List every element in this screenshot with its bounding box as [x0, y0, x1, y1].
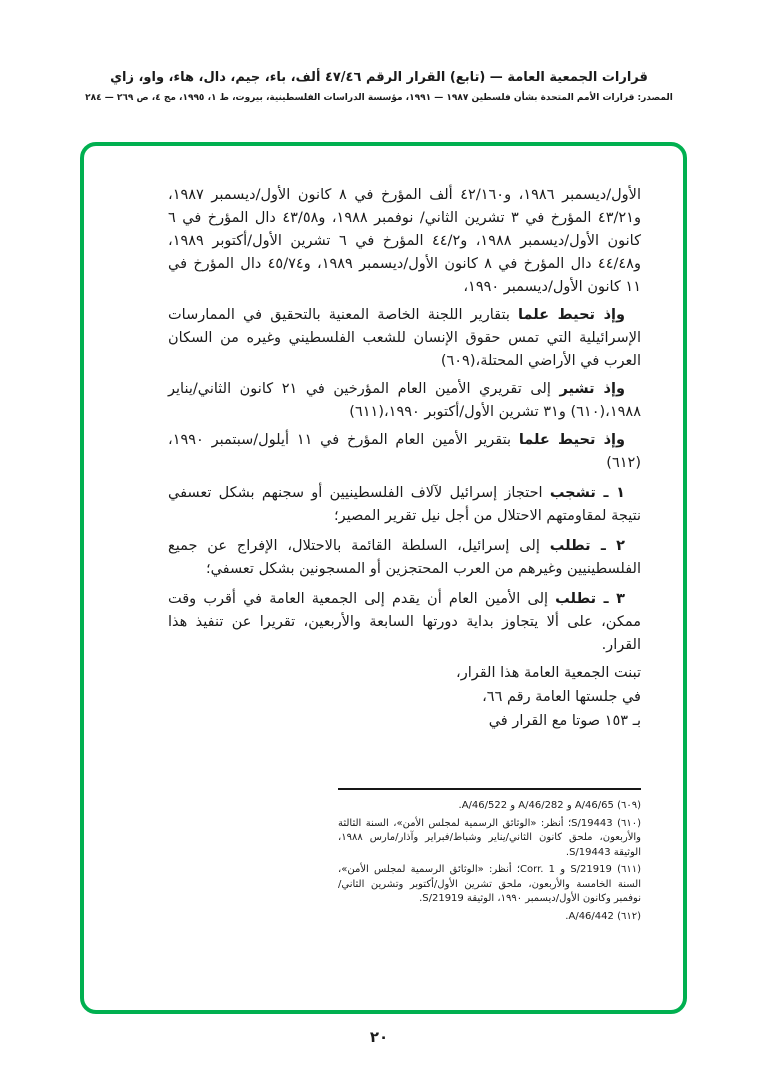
document-title: قرارات الجمعية العامة — (تابع) القرار الرقم ٤٧/٤٦ ألف، باء، جيم، دال، هاء، واو، زاي [110, 70, 648, 85]
footnote-text: S/19443؛ أنظر: «الوثائق الرسمية لمجلس الأمن»، السنة الثالثة والأربعون، ملحق كانون الثاني/يناير وشباط/فبراير وآذار/مارس ١٩٨٨، الوثيقة S/19443. [338, 817, 641, 858]
body-paragraph [168, 686, 641, 709]
body-paragraph [168, 588, 641, 657]
footnote-text: S/21919 و Corr. 1؛ أنظر: «الوثائق الرسمية لمجلس الأمن»، السنة الخامسة والأربعون، ملحق تشرين الأول/أكتوبر وتشرين الثاني/ نوفمبر وكانون الأول/ديسمبر ١٩٩٠، الوثيقة S/21919. [338, 864, 641, 904]
paragraph-text: الأول/ديسمبر ١٩٨٦، و٤٢/١٦٠ ألف المؤرخ في ٨ كانون الأول/ديسمبر ١٩٨٧، و٤٣/٢١ المؤرخ في ٣ تشرين الثاني/ نوفمبر ١٩٨٨، و٤٣/٥٨ دال المؤرخ في ٦ كانون الأول/ديسمبر ١٩٨٨، و٤٤/٢ المؤرخ في ٦ تشرين الأول/أكتوبر ١٩٨٩، و٤٤/٤٨ دال المؤرخ في ٨ كانون الأول/ديسمبر ١٩٨٩، و٤٥/٧٤ دال المؤرخ في ١١ كانون الأول/ديسمبر ١٩٩٠، [168, 187, 641, 295]
footnote-item [338, 863, 641, 907]
footnote-item [338, 817, 641, 861]
body-paragraph [168, 662, 641, 685]
footnote-number: (٦٠٩) [617, 800, 641, 811]
footnote-text: A/46/442. [565, 910, 614, 922]
source-line: المصدر: قرارات الأمم المتحدة بشأن فلسطين ١٩٨٧ — ١٩٩١، مؤسسة الدراسات الفلسطينية، بيروت، ط ١، ١٩٩٥، مج ٤، ص ٢٦٩ — ٢٨٤ [85, 93, 673, 103]
body-paragraph [168, 535, 641, 581]
body-paragraph [168, 482, 641, 528]
document-header [30, 70, 728, 103]
footnote-number: (٦١٠) [617, 817, 641, 829]
content-frame [80, 142, 687, 1014]
footnote-number: (٦١٢) [617, 910, 641, 922]
footnotes-section [338, 788, 641, 924]
footnote-separator [338, 788, 641, 790]
footnote-number: (٦١١) [617, 864, 642, 875]
page-number: ٢٠ [369, 1028, 389, 1046]
paragraph-text: تبنت الجمعية العامة هذا القرار، [456, 665, 641, 681]
body-paragraph [168, 304, 641, 373]
paragraph-text: إلى الأمين العام أن يقدم إلى الجمعية العامة في أقرب وقت ممكن، على ألا يتجاوز بداية دورتها السابعة والأربعين، تقريرا عن تنفيذ هذا القرار. [168, 591, 641, 653]
body-paragraph [168, 184, 641, 299]
paragraph-text: في جلستها العامة رقم ٦٦، [482, 689, 641, 705]
resolution-text [168, 184, 641, 998]
paragraph-lead: ٣ ـ تطلب [555, 591, 625, 607]
paragraph-lead: وإذ تحيط علما [518, 307, 626, 323]
paragraph-text: بـ ١٥٣ صوتا مع القرار في [488, 713, 641, 729]
paragraph-text: بتقرير الأمين العام المؤرخ في ١١ أيلول/سبتمبر ١٩٩٠،(٦١٢) [168, 432, 641, 471]
body-paragraph [168, 429, 641, 475]
paragraph-text: إلى تقريري الأمين العام المؤرخين في ٢١ كانون الثاني/يناير ١٩٨٨،(٦١٠) و٣١ تشرين الأول/أكتوبر ١٩٩٠،(٦١١) [168, 381, 641, 420]
paragraph-text: بتقارير اللجنة الخاصة المعنية بالتحقيق في الممارسات الإسرائيلية التي تمس حقوق الإنسان للشعب الفلسطيني وغيره من السكان العرب في الأراضي المحتلة،(٦٠٩) [168, 307, 641, 369]
footnote-text: A/46/65 و A/46/282 و A/46/522. [458, 800, 614, 811]
body-paragraph [168, 710, 641, 733]
paragraph-text: إلى إسرائيل، السلطة القائمة بالاحتلال، الإفراج عن جميع الفلسطينيين وغيرهم من العرب المحتجزين أو المسجونين بشكل تعسفي؛ [168, 538, 641, 577]
paragraph-lead: وإذ تحيط علما [518, 432, 626, 448]
paragraph-text: احتجاز إسرائيل لآلاف الفلسطينيين أو سجنهم بشكل تعسفي نتيجة لمقاومتهم الاحتلال من أجل نيل تقرير المصير؛ [168, 485, 641, 524]
footnote-item [338, 799, 641, 814]
body-paragraph [168, 378, 641, 424]
paragraph-lead: وإذ تشير [559, 381, 625, 397]
paragraph-lead: ١ ـ تشجب [549, 485, 625, 501]
footnote-item [338, 910, 641, 925]
paragraph-lead: ٢ ـ تطلب [549, 538, 625, 554]
